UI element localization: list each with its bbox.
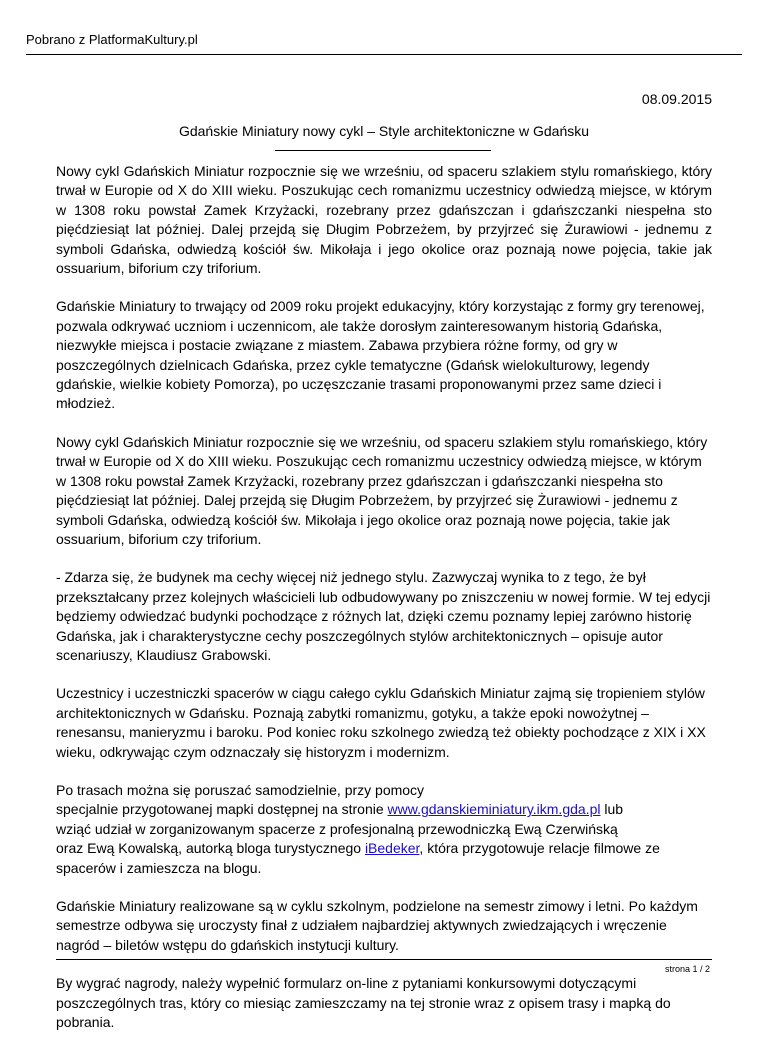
paragraph-1: Nowy cykl Gdańskich Miniatur rozpocznie się we wrześniu, od spaceru szlakiem stylu romańskiego, który trwał w Europie od X do XIII wieku. Poszukując cech romanizmu uczestnicy odwiedzą miejsce, w którym w 1308 roku powstał Zamek Krzyżacki, rozebrany przez gdańszczan i gdańszczanki niespełna sto pięćdziesiąt lat później. Dalej przejdą się Długim Pobrzeżem, by przyjrzeć się Żurawiowi - jednemu z symboli Gdańska, odwiedzą kościół św. Mikołaja i jego okolice oraz poznają nowe pojęcia, takie jak ossuarium, biforium czy triforium. — [56, 163, 712, 277]
paragraph-6 — [56, 781, 712, 878]
paragraph-8: By wygrać nagrody, należy wypełnić formularz on-line z pytaniami konkursowymi dotyczącymi poszczególnych tras, który co miesiąc zamieszczamy na tej stronie wraz z opisem trasy i mapką do pobrania. — [56, 975, 671, 1031]
ibedeker-link[interactable]: iBedeker — [364, 840, 420, 857]
footer-divider — [56, 959, 712, 960]
paragraph-3: Nowy cykl Gdańskich Miniatur rozpocznie się we wrześniu, od spaceru szlakiem stylu romańskiego, który trwał w Europie od X do XIII wieku. Poszukując cech romanizmu uczestnicy odwiedzą miejsce, w którym w 1308 roku powstał Zamek Krzyżacki, rozebrany przez gdańszczan i gdańszczanki niespełna sto pięćdziesiąt lat później. Dalej przejdą się Długim Pobrzeżem, by przyjrzeć się Żurawiowi - jednemu z symboli Gdańska, odwiedzą kościół św. Mikołaja i jego okolice oraz poznają nowe pojęcia, takie jak ossuarium, biforium czy triforium. — [56, 433, 708, 547]
article-title: Gdańskie Miniatury nowy cykl – Style architektoniczne w Gdańsku — [178, 123, 590, 139]
page-number: strona 1 / 2 — [664, 964, 710, 974]
download-source-label: Pobrano z PlatformaKultury.pl — [26, 32, 198, 47]
paragraph-5: Uczestnicy i uczestniczki spacerów w ciągu całego cyklu Gdańskich Miniatur zajmą się tropieniem stylów architektonicznych w Gdańsku. Poznają zabytki romanizmu, gotyku, a także epoki nowożytnej – renesansu, manieryzmu i baroku. Pod koniec roku szkolnego zwiedzą też obiekty pochodzące z XIX i XX wieku, odkrywając czym odznaczały się historyzm i modernizm. — [56, 685, 706, 760]
header-divider — [26, 54, 742, 55]
p6-line4-post: , która przygotowuje relacje filmowe ze — [419, 840, 660, 857]
title-underline — [275, 150, 491, 151]
paragraph-4: - Zdarza się, że budynek ma cechy więcej niż jednego stylu. Zazwyczaj wynika to z tego, że był przekształcany przez kolejnych właścicieli lub odbudowywany po zniszczeniu w nowej formie. W tej edycji będziemy odwiedzać budynki pochodzące z różnych lat, dzięki czemu poznamy lepiej zarówno historię Gdańska, jak i charakterystyczne cechy poszczególnych stylów architektonicznych – opisuje autor scenariuszy, Klaudiusz Grabowski. — [56, 569, 711, 663]
paragraph-7: Gdańskie Miniatury realizowane są w cyklu szkolnym, podzielone na semestr zimowy i letni. Po każdym semestrze odbywa się uroczysty finał z udziałem najbardziej aktywnych zwiedzających i wręczenie nagród – biletów wstępu do gdańskich instytucji kultury. — [56, 898, 698, 953]
article-body — [56, 162, 712, 1051]
p6-line2-pre: specjalnie przygotowanej mapki dostępnej na stronie — [56, 801, 388, 818]
p6-line1: Po trasach można się poruszać samodzielnie, przy pomocy — [56, 781, 425, 798]
gdanskie-miniatury-link[interactable]: www.gdanskieminiatury.ikm.gda.pl — [387, 801, 601, 818]
paragraph-2: Gdańskie Miniatury to trwający od 2009 roku projekt edukacyjny, który korzystając z formy gry terenowej, pozwala odkrywać uczniom i uczennicom, ale także dorosłym zainteresowanym historią Gdańska, niezwykłe miejsca i postacie związane z miastem. Zabawa przybiera różne formy, od gry w poszczególnych dzielnicach Gdańska, przez cykle tematyczne (Gdańsk wielokulturowy, legendy gdańskie, wielkie kobiety Pomorza), po uczęszczanie trasami proponowanymi przez same dzieci i młodzież. — [56, 298, 705, 412]
p6-line2-post: lub — [600, 801, 624, 818]
article-date: 08.09.2015 — [641, 91, 712, 107]
p6-line5: spacerów i zamieszcza na blogu. — [56, 859, 262, 876]
p6-line3: wziąć udział w zorganizowanym spacerze z profesjonalną przewodniczką Ewą Czerwińską — [56, 820, 618, 837]
p6-line4-pre: oraz Ewą Kowalską, autorką bloga turystycznego — [56, 840, 365, 857]
